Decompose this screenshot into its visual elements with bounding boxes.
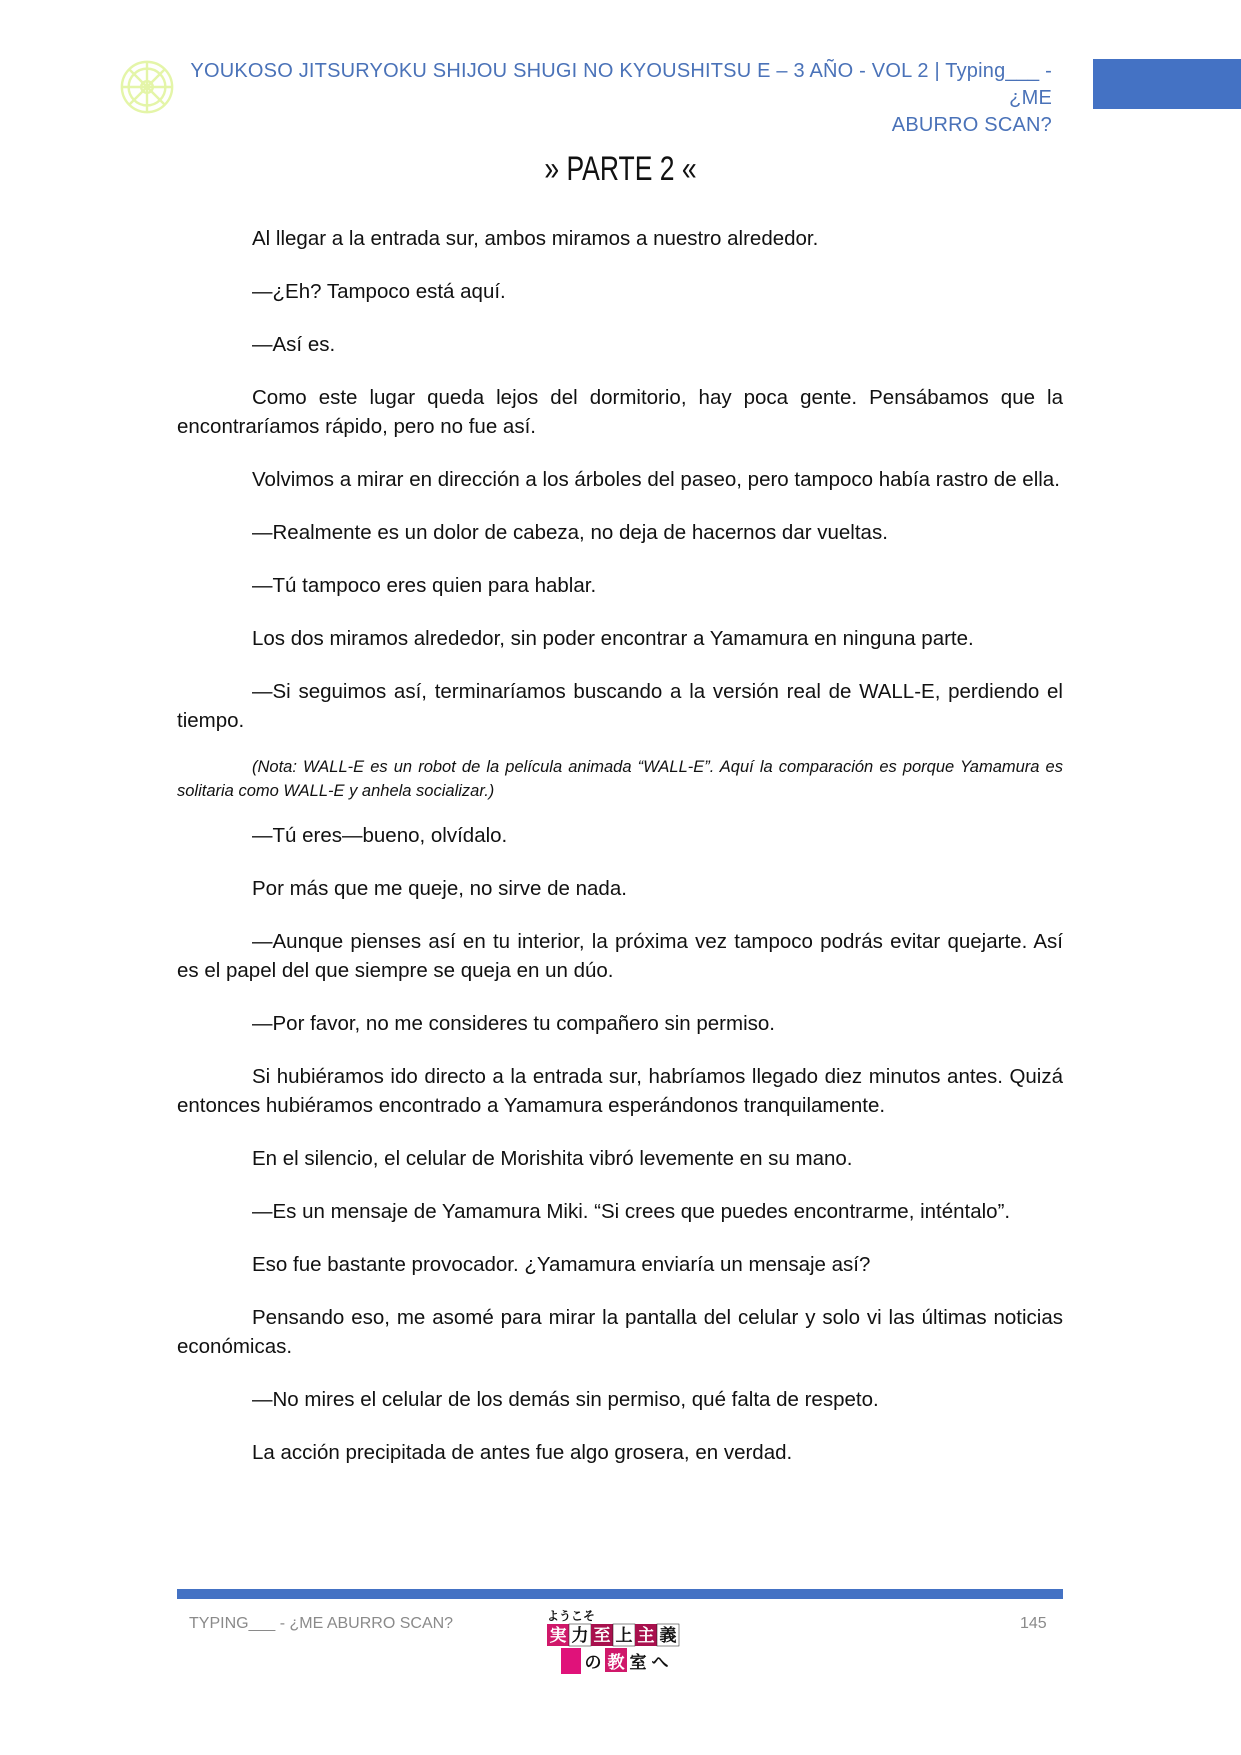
- svg-text:実: 実: [549, 1626, 567, 1646]
- svg-text:へ: へ: [651, 1653, 669, 1673]
- svg-text:義: 義: [659, 1626, 677, 1646]
- paragraph: —¿Eh? Tampoco está aquí.: [252, 280, 506, 303]
- footer-credit: TYPING___ - ¿ME ABURRO SCAN?: [189, 1615, 454, 1632]
- paragraph: —Tú eres—bueno, olvídalo.: [252, 824, 508, 847]
- svg-text:至: 至: [593, 1626, 611, 1646]
- chapter-title: » PARTE 2 «: [544, 150, 697, 188]
- svg-text:力: 力: [571, 1626, 589, 1646]
- paragraph: Si hubiéramos ido directo a la entrada sur, habríamos llegado diez minutos antes. Quizá entonces hubiéramos encontrado a Yamamura esperándonos tranquilamente.: [177, 1065, 1063, 1117]
- svg-text:主: 主: [637, 1626, 655, 1646]
- paragraph: —Así es.: [252, 333, 336, 356]
- logo-kana: ようこそ: [547, 1609, 596, 1623]
- page-body: [177, 224, 1063, 1491]
- svg-text:教: 教: [607, 1653, 625, 1673]
- svg-text:の: の: [584, 1653, 602, 1673]
- paragraph: Al llegar a la entrada sur, ambos miramos a nuestro alrededor.: [252, 227, 819, 250]
- running-header-line1: YOUKOSO JITSURYOKU SHIJOU SHUGI NO KYOUSHITSU E – 3 AÑO - VOL 2 | Typing___ - ¿ME: [190, 60, 1052, 109]
- paragraph: Los dos miramos alrededor, sin poder encontrar a Yamamura en ninguna parte.: [252, 627, 974, 650]
- svg-text:上: 上: [615, 1626, 633, 1646]
- dharma-wheel-icon: [118, 58, 176, 116]
- paragraph: —Es un mensaje de Yamamura Miki. “Si crees que puedes encontrarme, inténtalo”.: [252, 1200, 1011, 1223]
- paragraph: Como este lugar queda lejos del dormitorio, hay poca gente. Pensábamos que la encontraríamos rápido, pero no fue así.: [177, 386, 1063, 438]
- paragraph: —Realmente es un dolor de cabeza, no deja de hacernos dar vueltas.: [252, 521, 888, 544]
- paragraph: —Por favor, no me consideres tu compañero sin permiso.: [252, 1012, 775, 1035]
- footer-accent-bar: [177, 1589, 1063, 1599]
- paragraph: Volvimos a mirar en dirección a los árboles del paseo, pero tampoco había rastro de ella.: [252, 468, 1060, 491]
- running-header: [190, 58, 1052, 139]
- page-number: 145: [1020, 1615, 1047, 1632]
- translator-note: (Nota: WALL-E es un robot de la película animada “WALL-E”. Aquí la comparación es porque Yamamura es solitaria como WALL-E y anhela socializar.): [177, 758, 1063, 800]
- paragraph: Por más que me queje, no sirve de nada.: [252, 877, 627, 900]
- running-header-line2: ABURRO SCAN?: [891, 114, 1052, 136]
- series-logo: [547, 1608, 697, 1678]
- paragraph: —Aunque pienses así en tu interior, la próxima vez tampoco podrás evitar quejarte. Así es el papel del que siempre se queja en un dúo.: [177, 930, 1063, 982]
- paragraph: —No mires el celular de los demás sin permiso, qué falta de respeto.: [252, 1388, 879, 1411]
- logo-row1: [547, 1624, 679, 1646]
- paragraph: En el silencio, el celular de Morishita vibró levemente en su mano.: [252, 1147, 853, 1170]
- paragraph: La acción precipitada de antes fue algo grosera, en verdad.: [252, 1441, 793, 1464]
- logo-row2: [561, 1648, 669, 1674]
- paragraph: —Si seguimos así, terminaríamos buscando a la versión real de WALL-E, perdiendo el tiempo.: [177, 680, 1063, 732]
- svg-text:室: 室: [629, 1653, 647, 1673]
- header-accent-bar: [1093, 59, 1241, 109]
- paragraph: Eso fue bastante provocador. ¿Yamamura enviaría un mensaje así?: [252, 1253, 871, 1276]
- paragraph: Pensando eso, me asomé para mirar la pantalla del celular y solo vi las últimas noticias económicas.: [177, 1306, 1063, 1358]
- paragraph: —Tú tampoco eres quien para hablar.: [252, 574, 597, 597]
